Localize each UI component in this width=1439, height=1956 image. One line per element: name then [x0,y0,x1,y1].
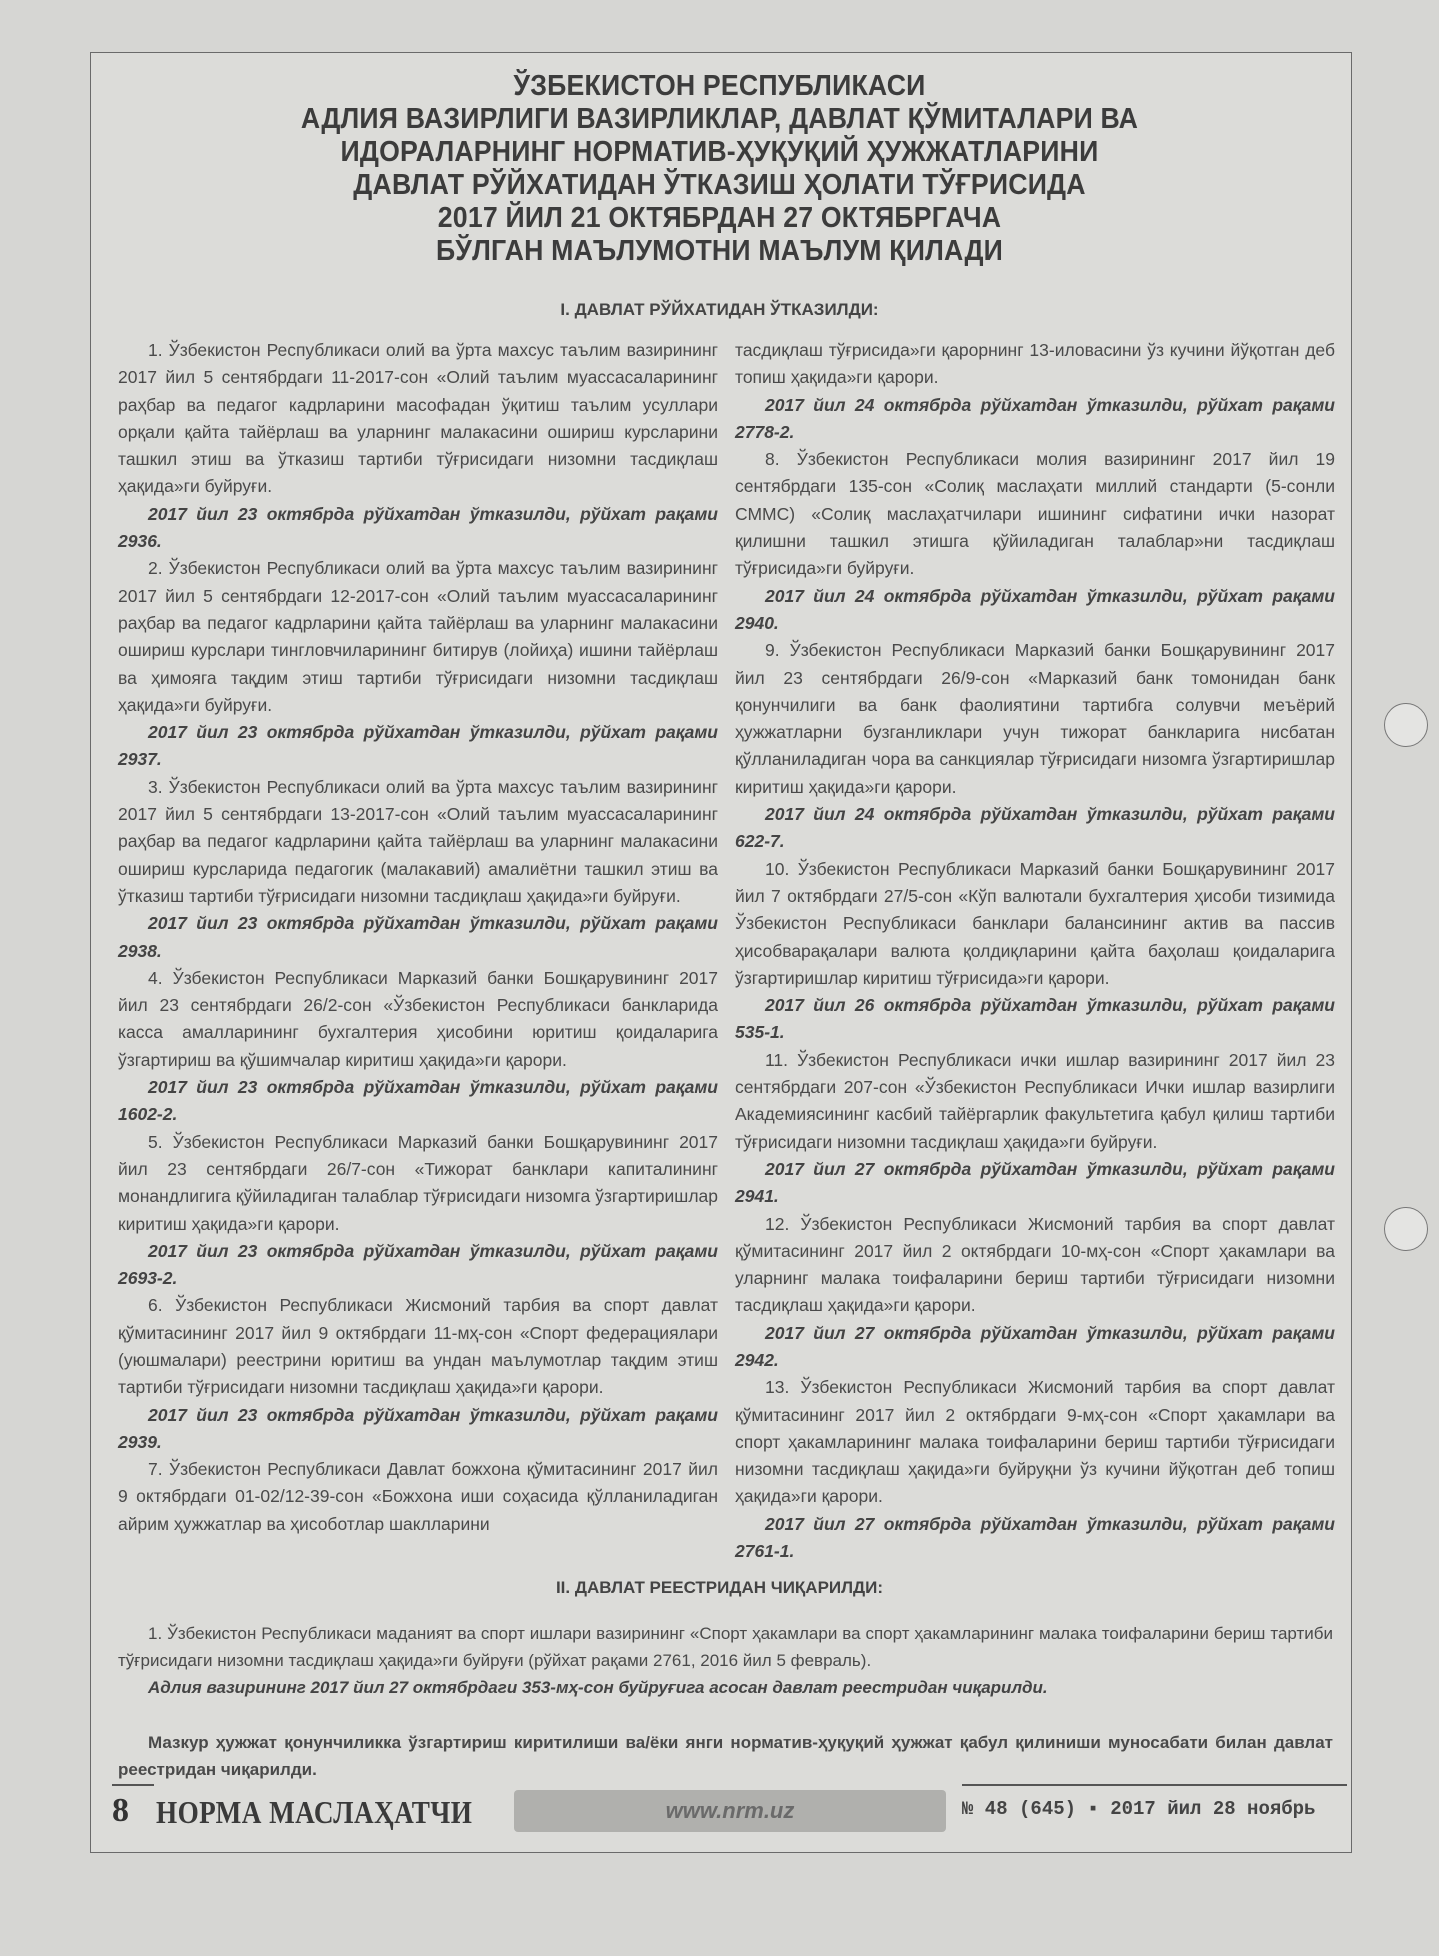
left-column [118,337,718,1538]
punch-hole-icon [1384,703,1428,747]
list-item: тасдиқлаш тўғрисида»ги қарорнинг 13-иловасини ўз кучини йўқотган деб топиш ҳақида»ги қарори. [735,340,1335,388]
page-number: 8 [112,1792,129,1829]
right-column [735,337,1335,1565]
registration-note: 2017 йил 23 октябрда рўйхатдан ўтказилди, рўйхат рақами 2937. [118,722,718,770]
website-link[interactable]: www.nrm.uz [514,1790,946,1832]
title-line: БЎЛГАН МАЪЛУМОТНИ МАЪЛУМ ҚИЛАДИ [435,235,1004,267]
list-item: 4. Ўзбекистон Республикаси Марказий банки Бошқарувининг 2017 йил 23 сентябрдаги 26/2-сон «Ўзбекистон Республикаси банкларида касса амалларининг бухгалтерия ҳисобини юритиш қоидаларига ўзгартириш ва қўшимчалар киритиш ҳақида»ги қарори. [118,967,718,1070]
newspaper-name: НОРМА МАСЛАҲАТЧИ [156,1794,473,1830]
section2-item: 1. Ўзбекистон Республикаси маданият ва спорт ишлари вазирининг «Спорт ҳакамлари ва спорт ҳакамларининг малака тоифаларини бериш тартиби тўғрисидаги низомни тасдиқлаш ҳақида»ги буйруғи (рўйхат рақами 2761, 2016 йил 5 февраль). [118,1624,1333,1670]
registration-note: 2017 йил 26 октябрда рўйхатдан ўтказилди, рўйхат рақами 535-1. [735,995,1335,1043]
registration-note: 2017 йил 23 октябрда рўйхатдан ўтказилди, рўйхат рақами 2693-2. [118,1240,718,1289]
section2-registration: Адлия вазирининг 2017 йил 27 октябрдаги 353-мҳ-сон буйруғига асосан давлат реестридан чиқарилди. [148,1678,1048,1697]
registration-note: 2017 йил 23 октябрда рўйхатдан ўтказилди, рўйхат рақами 2939. [118,1404,718,1452]
title-line: 2017 ЙИЛ 21 ОКТЯБРДАН 27 ОКТЯБРГАЧА [437,202,1002,234]
page-footer [112,1788,1347,1836]
registration-note: 2017 йил 24 октябрда рўйхатдан ўтказилди, рўйхат рақами 2940. [735,585,1335,633]
list-item: 5. Ўзбекистон Республикаси Марказий банки Бошқарувининг 2017 йил 23 сентябрдаги 26/7-сон «Тижорат банклари капиталининг монандлигига қўйиладиган талаблар тўғрисидаги низомга ўзгартиришлар киритиш ҳақида»ги қарори. [118,1131,718,1234]
list-item: 12. Ўзбекистон Республикаси Жисмоний тарбия ва спорт давлат қўмитасининг 2017 йил 2 октябрдаги 10-мҳ-сон «Спорт ҳакамлари ва уларнинг малака тоифаларини бериш тартиби тўғрисидаги низомни тасдиқлаш ҳақида»ги қарори. [735,1213,1335,1316]
registration-note: 2017 йил 23 октябрда рўйхатдан ўтказилди, рўйхат рақами 2936. [118,503,718,552]
registration-note: 2017 йил 27 октябрда рўйхатдан ўтказилди, рўйхат рақами 2942. [735,1322,1335,1370]
section2-body [118,1620,1333,1783]
list-item: 8. Ўзбекистон Республикаси молия вазирининг 2017 йил 19 сентябрдаги 135-сон «Солиқ маслаҳати миллий стандарти (5-сонли СММС) «Солиқ маслаҳатчилари ишининг сифатини ички назорат қилишни ташкил этишга қўйиладиган талаблар»ни тасдиқлаш тўғрисида»ги буйруғи. [735,449,1335,579]
list-item: 1. Ўзбекистон Республикаси олий ва ўрта махсус таълим вазирининг 2017 йил 5 сентябрдаги 11-2017-сон «Олий таълим муассасаларининг раҳбар ва педагог кадрларини масофадан ўқитиш таълим усуллари орқали қайта тайёрлаш ва уларнинг малакасини ошириш курсларини ташкил этиш ва ўтказиш тартиби тўғрисидаги низомни тасдиқлаш ҳақида»ги буйруғи. [118,340,718,497]
title-line: ИДОРАЛАРНИНГ НОРМАТИВ-ҲУҚУҚИЙ ҲУЖЖАТЛАРИНИ [340,136,1099,168]
punch-hole-icon [1384,1207,1428,1251]
registration-note: 2017 йил 23 октябрда рўйхатдан ўтказилди, рўйхат рақами 1602-2. [118,1077,718,1125]
list-item: 9. Ўзбекистон Республикаси Марказий банки Бошқарувининг 2017 йил 23 сентябрдаги 26/9-сон «Марказий банк томонидан банк қонунчилиги ва банк фаолиятини тартибга солувчи меъёрий ҳужжатларни бузганликлари учун тижорат банкларига нисбатан қўлланиладиган чора ва санкциялар тўғрисидаги низомга ўзгартиришлар киритиш ҳақида»ги қарори. [735,640,1335,797]
title-line: ДАВЛАТ РЎЙХАТИДАН ЎТКАЗИШ ҲОЛАТИ ТЎҒРИСИДА [353,169,1086,201]
title-line: ЎЗБЕКИСТОН РЕСПУБЛИКАСИ [513,70,926,102]
list-item: 2. Ўзбекистон Республикаси олий ва ўрта махсус таълим вазирининг 2017 йил 5 сентябрдаги 12-2017-сон «Олий таълим муассасаларининг раҳбар ва педагог кадрларини қайта тайёрлаш ва уларнинг малакасини ошириш курслари тингловчиларининг битирув (лойиҳа) ишини тайёрлаш ва ҳимояга тақдим этиш тартиби тўғрисидаги низомни тасдиқлаш ҳақида»ги буйруғи. [118,558,718,715]
registration-note: 2017 йил 27 октябрда рўйхатдан ўтказилди, рўйхат рақами 2761-1. [735,1513,1335,1562]
list-item: 13. Ўзбекистон Республикаси Жисмоний тарбия ва спорт давлат қўмитасининг 2017 йил 2 октябрдаги 9-мҳ-сон «Спорт ҳакамлари ва спорт ҳакамларининг малака тоифаларини бериш тартиби тўғрисидаги низомни тасдиқлаш ҳақида»ги буйруқни ўз кучини йўқотган деб топиш ҳақида»ги қарори. [735,1377,1335,1507]
list-item: 3. Ўзбекистон Республикаси олий ва ўрта махсус таълим вазирининг 2017 йил 5 сентябрдаги 13-2017-сон «Олий таълим муассасаларининг раҳбар ва педагог кадрларини қайта тайёрлаш ва уларнинг малакасини ошириш курсларида педагогик (малакавий) амалиётни ташкил этиш ва ўтказиш тартиби тўғрисидаги низомни тасдиқлаш ҳақида»ги буйруғи. [118,776,718,906]
registration-note: 2017 йил 24 октябрда рўйхатдан ўтказилди, рўйхат рақами 622-7. [735,804,1335,852]
registration-note: 2017 йил 24 октябрда рўйхатдан ўтказилди, рўйхат рақами 2778-2. [735,394,1335,442]
section2-heading: II. ДАВЛАТ РЕЕСТРИДАН ЧИҚАРИЛДИ: [555,1578,884,1597]
title-line: АДЛИЯ ВАЗИРЛИГИ ВАЗИРЛИКЛАР, ДАВЛАТ ҚЎМИТАЛАРИ ВА [300,103,1139,135]
issue-info: № 48 (645) ▪ 2017 йил 28 ноябрь [962,1798,1316,1820]
list-item: 11. Ўзбекистон Республикаси ички ишлар вазирининг 2017 йил 23 сентябрдаги 207-сон «Ўзбекистон Республикаси Ички ишлар вазирлиги Академиясининг касбий тайёргарлик факультетига қабул қилиш тартиби тўғрисидаги низомни тасдиқлаш ҳақида»ги буйруғи. [735,1049,1335,1152]
page-title [0,70,1439,268]
registration-note: 2017 йил 27 октябрда рўйхатдан ўтказилди, рўйхат рақами 2941. [735,1158,1335,1207]
section1-heading: I. ДАВЛАТ РЎЙХАТИДАН ЎТКАЗИЛДИ: [560,300,879,319]
list-item: 7. Ўзбекистон Республикаси Давлат божхона қўмитасининг 2017 йил 9 октябрдаги 01-02/12-39-сон «Божхона иши соҳасида қўлланиладиган айрим ҳужжатлар ва ҳисоботлар шаклларини [118,1459,718,1534]
section2-note: Мазкур ҳужжат қонунчиликка ўзгартириш киритилиши ва/ёки янги норматив-ҳуқуқий ҳужжат қабул қилиниши муносабати билан давлат реестридан чиқарилди. [118,1733,1333,1779]
registration-note: 2017 йил 23 октябрда рўйхатдан ўтказилди, рўйхат рақами 2938. [118,913,718,961]
list-item: 10. Ўзбекистон Республикаси Марказий банки Бошқарувининг 2017 йил 7 октябрдаги 27/5-сон «Кўп валютали бухгалтерия ҳисоби тизимида Ўзбекистон Республикаси банклари балансининг актив ва пассив ҳисобварақалари валюта қолдиқларини қайта баҳолаш қоидаларига ўзгартиришлар киритиш тўғрисида»ги қарори. [735,858,1335,988]
list-item: 6. Ўзбекистон Республикаси Жисмоний тарбия ва спорт давлат қўмитасининг 2017 йил 9 октябрдаги 11-мҳ-сон «Спорт федерациялари (уюшмалари) реестрини юритиш ва ундан маълумотлар тақдим этиш тартиби тўғрисидаги низомни тасдиқлаш ҳақида»ги қарори. [118,1295,718,1398]
